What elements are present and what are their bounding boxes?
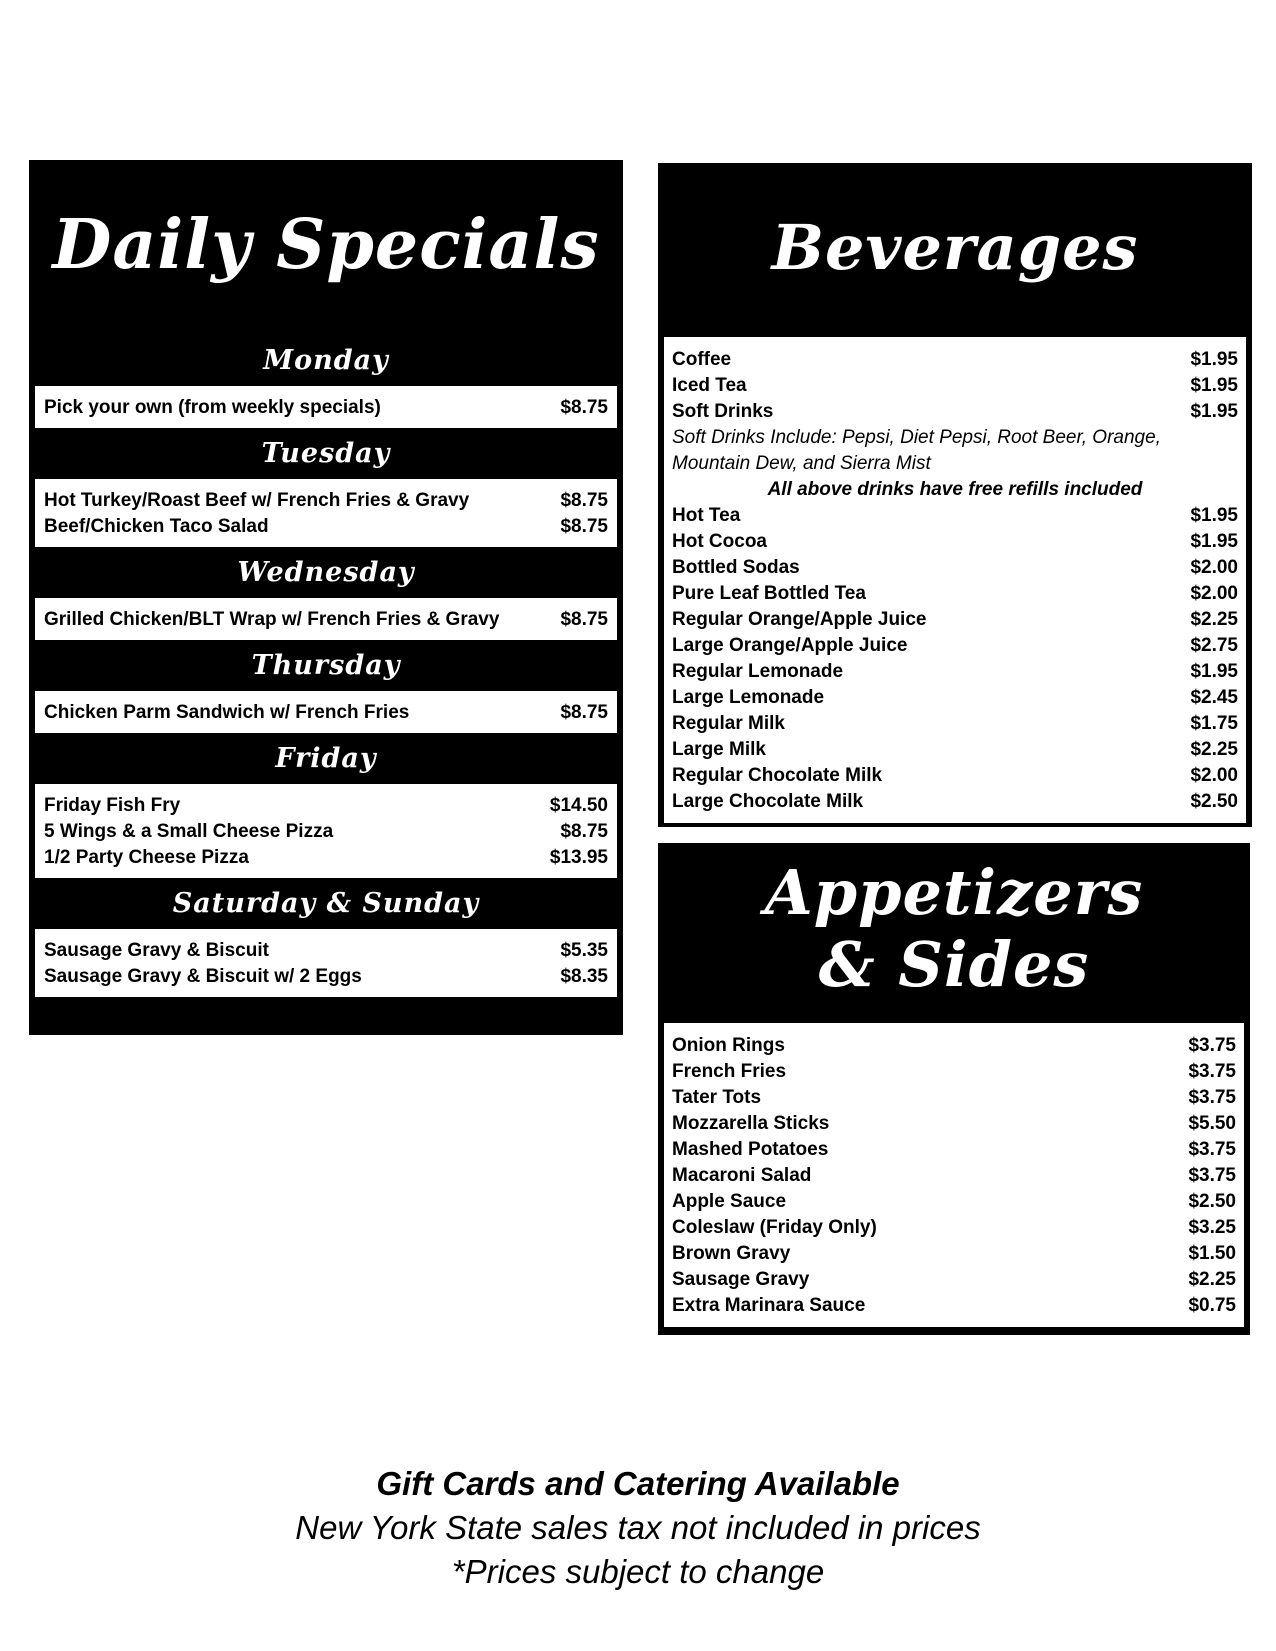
day-items-box [35,929,617,997]
item-name: Apple Sauce [672,1191,787,1212]
refill-note: All above drinks have free refills included [767,479,1143,500]
footer-gift-cards: Gift Cards and Catering Available [376,1465,900,1502]
item-price: $3.75 [1188,1035,1236,1056]
menu-item [44,514,608,540]
day-header: Monday [263,345,389,376]
item-price: $2.00 [1190,557,1238,578]
item-price: $8.35 [560,966,608,987]
item-name: Large Lemonade [672,687,825,708]
item-price: $2.50 [1188,1191,1236,1212]
menu-item [672,737,1238,763]
day-header: Friday [275,743,377,774]
item-price: $1.95 [1190,349,1238,370]
item-name: Macaroni Salad [672,1165,812,1186]
item-name: Coffee [672,349,732,370]
item-name: French Fries [672,1061,787,1082]
beverages-list [664,337,1246,823]
item-price: $0.75 [1188,1295,1236,1316]
beverages-title: Beverages [771,211,1139,284]
item-name: Bottled Sodas [672,557,800,578]
menu-item [672,503,1238,529]
menu-item [672,1059,1236,1085]
item-name: Tater Tots [672,1087,762,1108]
days-list [35,335,617,997]
footer-tax-note: New York State sales tax not included in prices [295,1509,981,1546]
menu-item [672,1111,1236,1137]
footer [0,1462,1276,1594]
menu-item [672,763,1238,789]
day-items-box [35,784,617,878]
beverages-bottom-items [672,503,1238,815]
item-price: $3.75 [1188,1061,1236,1082]
day-items-box [35,691,617,733]
item-price: $8.75 [560,490,608,511]
item-price: $5.50 [1188,1113,1236,1134]
menu-item [672,529,1238,555]
menu-item [44,700,608,726]
item-price: $1.95 [1190,401,1238,422]
item-name: Large Chocolate Milk [672,791,864,812]
daily-specials-panel [29,160,623,1035]
item-name: Sausage Gravy & Biscuit w/ 2 Eggs [44,966,362,987]
item-price: $2.25 [1188,1269,1236,1290]
item-name: Sausage Gravy [672,1269,810,1290]
item-price: $3.75 [1188,1087,1236,1108]
menu-item [672,1033,1236,1059]
item-price: $14.50 [549,795,608,816]
appetizers-list [664,1023,1244,1327]
item-price: $1.95 [1190,661,1238,682]
item-name: Grilled Chicken/BLT Wrap w/ French Fries & Gravy [44,609,500,630]
menu-item [672,1267,1236,1293]
item-name: 5 Wings & a Small Cheese Pizza [44,821,334,842]
item-name: Soft Drinks [672,401,774,422]
item-name: Pick your own (from weekly specials) [44,397,381,418]
item-name: Hot Turkey/Roast Beef w/ French Fries & Gravy [44,490,470,511]
item-price: $1.95 [1190,505,1238,526]
item-name: Brown Gravy [672,1243,791,1264]
item-price: $3.25 [1188,1217,1236,1238]
day-header: Saturday & Sunday [172,888,480,919]
item-name: Regular Chocolate Milk [672,765,883,786]
item-name: Extra Marinara Sauce [672,1295,866,1316]
menu-item [672,633,1238,659]
item-name: Pure Leaf Bottled Tea [672,583,866,604]
item-name: Friday Fish Fry [44,795,181,816]
menu-item [44,938,608,964]
menu-item [44,793,608,819]
beverages-panel [658,163,1252,827]
day-items-box [35,479,617,547]
day-items-box [35,598,617,640]
item-name: Sausage Gravy & Biscuit [44,940,269,961]
menu-item [672,685,1238,711]
menu-item [44,395,608,421]
day-header: Wednesday [237,557,415,588]
item-price: $2.75 [1190,635,1238,656]
appetizers-title-line2: & Sides [818,928,1090,1001]
item-name: Hot Cocoa [672,531,767,552]
menu-item [672,711,1238,737]
item-price: $8.75 [560,702,608,723]
item-price: $2.45 [1190,687,1238,708]
item-name: Regular Orange/Apple Juice [672,609,927,630]
item-price: $13.95 [549,847,608,868]
item-price: $2.25 [1190,609,1238,630]
menu-item [672,581,1238,607]
item-price: $8.75 [560,397,608,418]
item-price: $3.75 [1188,1139,1236,1160]
item-price: $1.95 [1190,375,1238,396]
soft-drinks-note-line1: Soft Drinks Include: Pepsi, Diet Pepsi, Root Beer, Orange, [672,427,1161,448]
menu-item [672,1189,1236,1215]
item-name: Large Milk [672,739,766,760]
item-price: $1.75 [1190,713,1238,734]
menu-item [44,607,608,633]
item-name: Coleslaw (Friday Only) [672,1217,877,1238]
item-price: $8.75 [560,609,608,630]
beverages-top-items [672,347,1238,425]
menu-item [672,1137,1236,1163]
item-name: Iced Tea [672,375,747,396]
item-name: Chicken Parm Sandwich w/ French Fries [44,702,410,723]
day-header: Tuesday [261,438,391,469]
appetizers-panel [658,843,1250,1335]
item-price: $5.35 [560,940,608,961]
item-price: $8.75 [560,516,608,537]
item-name: Large Orange/Apple Juice [672,635,908,656]
menu-item [672,1293,1236,1319]
menu-item [44,488,608,514]
item-price: $3.75 [1188,1165,1236,1186]
menu-item [672,555,1238,581]
item-price: $2.50 [1190,791,1238,812]
menu-item [672,1163,1236,1189]
menu-item [44,819,608,845]
footer-price-note: *Prices subject to change [451,1553,825,1590]
menu-item [44,845,608,871]
item-name: Mozzarella Sticks [672,1113,830,1134]
menu-item [672,789,1238,815]
item-name: 1/2 Party Cheese Pizza [44,847,249,868]
item-name: Beef/Chicken Taco Salad [44,516,269,537]
item-name: Regular Lemonade [672,661,844,682]
menu-item [672,347,1238,373]
menu-item [672,399,1238,425]
soft-drinks-note-line2: Mountain Dew, and Sierra Mist [672,453,931,474]
day-items-box [35,386,617,428]
menu-item [672,607,1238,633]
item-price: $2.00 [1190,765,1238,786]
day-header: Thursday [251,650,401,681]
menu-item [672,659,1238,685]
item-name: Onion Rings [672,1035,785,1056]
menu-item [672,1215,1236,1241]
item-price: $2.25 [1190,739,1238,760]
menu-item [672,1085,1236,1111]
item-price: $1.95 [1190,531,1238,552]
item-name: Regular Milk [672,713,785,734]
item-price: $2.00 [1190,583,1238,604]
appetizers-title [664,843,1244,1023]
appetizers-title-line1: Appetizers [764,856,1144,929]
item-name: Mashed Potatoes [672,1139,829,1160]
menu-item [672,1241,1236,1267]
daily-specials-title: Daily Specials [52,205,600,285]
menu-item [672,373,1238,399]
item-name: Hot Tea [672,505,741,526]
menu-item [44,964,608,990]
item-price: $1.50 [1188,1243,1236,1264]
item-price: $8.75 [560,821,608,842]
